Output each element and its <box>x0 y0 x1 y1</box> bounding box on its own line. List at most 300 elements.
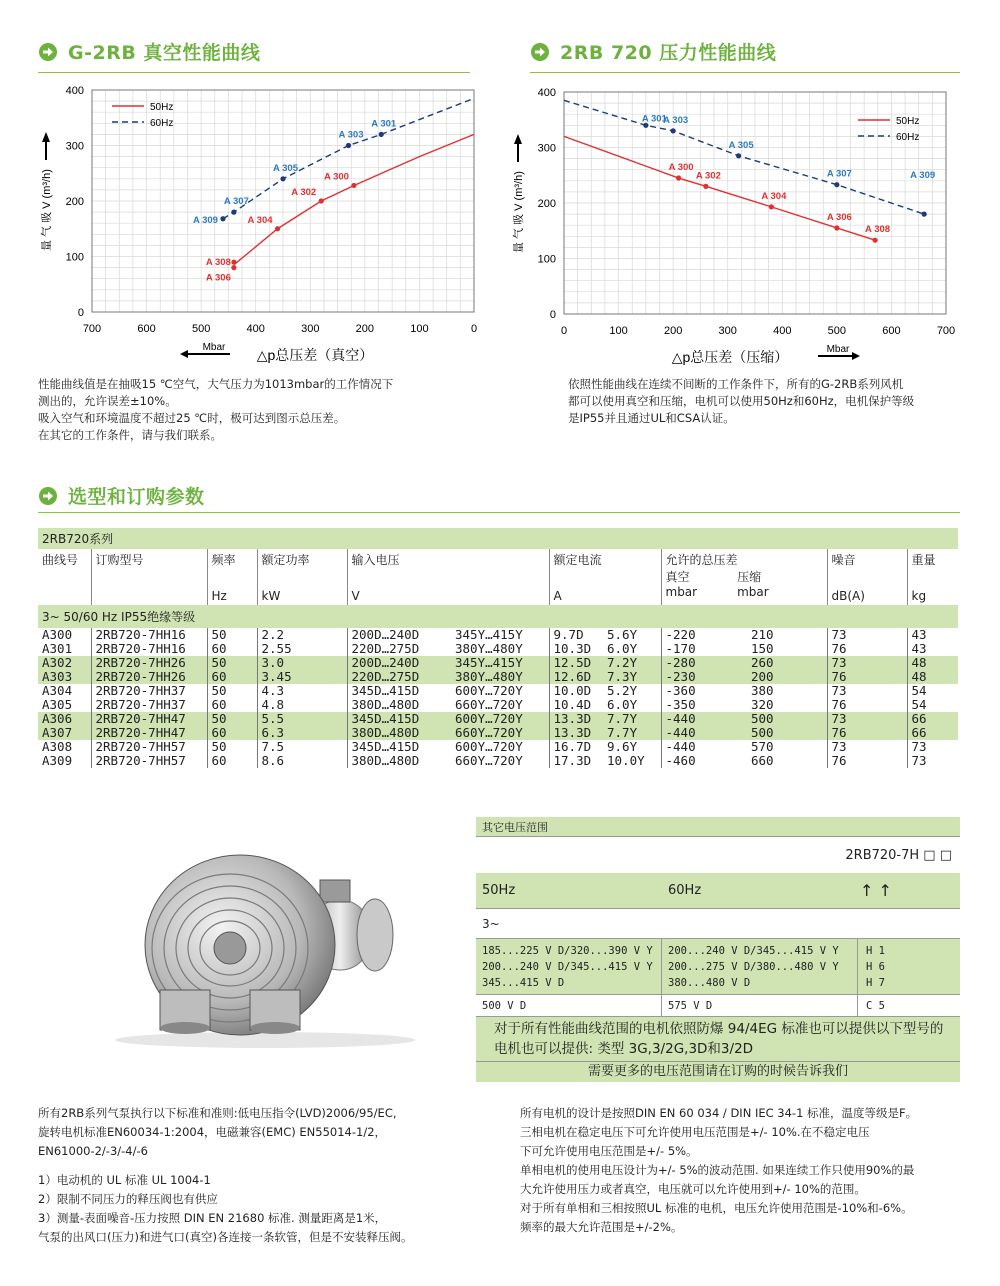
table-cell: -230 <box>661 670 747 684</box>
table-cell: 345D…415D <box>351 739 420 754</box>
header-label: 额定电流 <box>553 553 602 567</box>
table-cell: 345Y…415Y <box>451 628 549 642</box>
table-cell: 210 <box>747 628 827 642</box>
footnote-2: 2）限制不同压力的释压阀也有供应 <box>38 1192 218 1206</box>
data-point <box>834 182 839 187</box>
col-freq <box>207 549 257 605</box>
table-cell: 76 <box>827 726 907 740</box>
point-label: A 309 <box>192 214 218 226</box>
table-cell: 220D…275D <box>347 670 451 684</box>
col-curve <box>38 549 91 605</box>
table-cell: 6.3 <box>257 726 347 740</box>
table-row <box>38 656 958 670</box>
side-channel-blower-illustration <box>100 840 430 1050</box>
y-tick-label: 400 <box>65 85 84 97</box>
col-50hz <box>476 939 662 994</box>
voltage-title: 其它电压范围 <box>476 817 960 837</box>
point-label: A 304 <box>761 190 787 202</box>
col-60hz <box>662 939 858 994</box>
table-cell: 500 <box>747 712 827 726</box>
legend-label: 60Hz <box>896 132 920 143</box>
header-label: 输入电压 <box>351 553 400 567</box>
table-row <box>38 698 958 712</box>
data-point <box>351 183 356 188</box>
note-line: 吸入空气和环境温度不超过25 ℃时，极可达到图示总压差。 <box>38 411 346 425</box>
table-cell: 8.6 <box>257 754 347 768</box>
table-row <box>38 726 958 740</box>
explosion-note: 对于所有性能曲线范围的电机依照防爆 94/4EG 标准也可以提供以下型号的电机也可以提供: 类型 3G,3/2G,3D和3/2D <box>476 1017 960 1062</box>
table-cell: A305 <box>38 698 91 712</box>
header-row <box>38 549 958 605</box>
series-row <box>38 528 958 549</box>
table-cell: 660Y…720Y <box>451 698 549 712</box>
table-cell: 2RB720-7HH47 <box>91 726 207 740</box>
table-cell: 380 <box>747 684 827 698</box>
table-cell: 6.0Y <box>603 642 661 656</box>
col-weight <box>907 549 958 605</box>
voltage-freq-row <box>476 873 960 909</box>
table-cell: -440 <box>661 726 747 740</box>
freq-60-label: 60Hz <box>668 883 702 898</box>
table-cell: 2RB720-7HH26 <box>91 656 207 670</box>
footer-line: 频率的最大允许范围是+/-2%。 <box>520 1220 683 1234</box>
table-cell: 7.2Y <box>603 656 661 670</box>
y-tick-label: 200 <box>65 196 84 208</box>
voltage-575: 575 V D <box>662 995 858 1016</box>
table-cell: 13.3D <box>549 712 603 726</box>
table-cell: 2RB720-7HH16 <box>91 628 207 642</box>
table-cell: 76 <box>827 670 907 684</box>
header-label: 重量 <box>911 553 936 567</box>
table-cell: 2RB720-7HH47 <box>91 712 207 726</box>
contact-note: 需要更多的电压范围请在订购的时候告诉我们 <box>476 1062 960 1082</box>
data-point <box>379 132 384 137</box>
point-label: A 304 <box>247 214 273 226</box>
table-body <box>38 628 958 768</box>
y-tick-label: 0 <box>549 309 556 321</box>
table-cell: 10.4D <box>553 697 592 712</box>
col-power <box>257 549 347 605</box>
header-label: 曲线号 <box>42 553 79 567</box>
voltage-code: H 6 <box>866 961 885 973</box>
table-cell: 66 <box>907 712 958 726</box>
footer-line: EN61000-2/-3/-4/-6 <box>38 1144 148 1158</box>
table-cell: 60 <box>207 642 257 656</box>
y-tick-label: 100 <box>65 251 84 264</box>
note-line: 性能曲线值是在抽吸15 ℃空气，大气压力为1013mbar的工作情况下 <box>38 377 394 391</box>
table-cell: A306 <box>38 712 91 726</box>
pressure-subheader: 压缩 <box>737 570 762 584</box>
voltage-code: H 1 <box>866 945 885 957</box>
table-cell: 7.5 <box>257 740 347 754</box>
table-cell: 48 <box>907 670 958 684</box>
footer-right <box>520 1104 970 1237</box>
table-cell: 76 <box>827 698 907 712</box>
header-label: 订购型号 <box>95 553 144 567</box>
table-cell: 5.2Y <box>603 684 661 698</box>
table-cell: 2RB720-7HH37 <box>91 698 207 712</box>
point-label: A 300 <box>323 171 349 183</box>
table-cell: 73 <box>827 656 907 670</box>
unit-label: mbar <box>665 585 698 599</box>
table-cell: 200 <box>747 670 827 684</box>
table-cell: 570 <box>747 740 827 754</box>
data-point <box>671 128 676 133</box>
footnote-1: 1）电动机的 UL 标准 UL 1004-1 <box>38 1173 211 1187</box>
table-cell: 54 <box>911 683 927 698</box>
arrow-circle-icon <box>38 486 58 506</box>
point-label: A 306 <box>826 211 852 223</box>
x-tick-label: 300 <box>301 323 320 335</box>
table-cell: A308 <box>38 740 91 754</box>
table-cell: 12.5D <box>549 656 603 670</box>
pressure-chart <box>500 78 970 368</box>
table-cell: 5.6Y <box>603 628 661 642</box>
y-axis-arrowhead-icon <box>514 134 522 144</box>
point-label: A 307 <box>223 196 249 208</box>
x-tick-label: 0 <box>560 325 568 337</box>
table-cell: A304 <box>38 684 91 698</box>
footer-line: 下可允许使用电压范围是+/- 5%。 <box>520 1144 698 1158</box>
footer-line: 三相电机在稳定电压下可允许使用电压范围是+/- 10%.在不稳定电压 <box>520 1125 870 1139</box>
note-line: 测出的，允许误差±10%。 <box>38 394 177 408</box>
unit-label: dB(A) <box>831 589 865 603</box>
table-cell: 380Y…480Y <box>451 642 549 656</box>
left-chart-heading <box>38 38 260 65</box>
table-row <box>38 670 958 684</box>
footer-line: 旋转电机标准EN60034-1:2004，电磁兼容(EMC) EN55014-1/2， <box>38 1125 387 1139</box>
point-label: A 302 <box>695 170 721 182</box>
table-cell: A307 <box>38 726 91 740</box>
table-cell: -460 <box>665 753 696 768</box>
right-notes <box>568 376 968 427</box>
table-cell: 3.0 <box>257 656 347 670</box>
table-cell: 60 <box>207 726 257 740</box>
y-tick-label: 300 <box>537 142 556 155</box>
table-cell: 660 <box>747 754 827 768</box>
table-cell: 2RB720-7HH57 <box>91 754 207 768</box>
table-cell: 50 <box>207 712 257 726</box>
unit-label: V <box>351 589 360 603</box>
voltage-options-row <box>476 939 960 995</box>
note-line: 是IP55并且通过UL和CSA认证。 <box>568 411 735 425</box>
legend-label: 50Hz <box>896 116 920 127</box>
x-tick-label: 100 <box>410 323 429 335</box>
table-cell: 345Y…415Y <box>451 656 549 670</box>
table-cell: 4.3 <box>257 684 347 698</box>
table-cell: -280 <box>661 656 747 670</box>
x-unit-label: Mbar <box>826 344 850 355</box>
col-noise <box>827 549 907 605</box>
y-axis-arrowhead-icon <box>42 132 50 142</box>
voltage-option: 380...480 V D <box>668 977 751 989</box>
point-label: A 301 <box>371 118 397 130</box>
table-cell: 200D…240D <box>351 627 420 642</box>
table-cell: 50 <box>207 684 257 698</box>
table-cell: 60 <box>207 698 257 712</box>
table-row <box>38 642 958 656</box>
series-line-60Hz <box>564 100 924 214</box>
x-tick-label: 400 <box>246 323 265 335</box>
selection-heading <box>38 482 205 509</box>
vacuum-chart-svg <box>30 78 490 368</box>
left-chart-title: G-2RB 真空性能曲线 <box>68 42 261 64</box>
x-tick-label: 200 <box>663 325 683 337</box>
unit-label: A <box>553 589 562 603</box>
x-tick-label: 600 <box>882 325 901 337</box>
y-tick-label: 0 <box>77 307 84 319</box>
x-tick-label: 700 <box>82 323 102 335</box>
table-cell: 10.0Y <box>603 754 661 768</box>
table-cell: -440 <box>665 739 696 754</box>
col-pressure-diff <box>661 549 827 605</box>
x-unit-label: Mbar <box>202 342 226 353</box>
point-label: A 302 <box>291 187 317 198</box>
data-point <box>275 226 280 231</box>
phase-label: 3~ <box>476 909 960 939</box>
point-label: A 301 <box>641 113 667 125</box>
table-cell: 73 <box>827 712 907 726</box>
table-cell: 50 <box>207 628 257 642</box>
header-label: 频率 <box>211 553 236 567</box>
x-tick-label: 400 <box>773 325 792 337</box>
data-point <box>736 153 741 158</box>
col-model <box>91 549 207 605</box>
note-line: 依照性能曲线在连续不间断的工作条件下，所有的G-2RB系列风机 <box>568 377 904 391</box>
table-cell: 17.3D <box>553 753 592 768</box>
table-cell: 76 <box>827 642 907 656</box>
table-cell: 73 <box>827 628 907 642</box>
x-axis-label: △p总压差（压缩） <box>671 349 789 365</box>
table-cell: 2RB720-7HH16 <box>91 642 207 656</box>
point-label: A 309 <box>910 170 936 182</box>
data-point <box>319 198 324 203</box>
table-cell: -440 <box>661 712 747 726</box>
x-tick-label: 200 <box>355 323 375 335</box>
data-point <box>676 175 681 180</box>
data-point <box>834 225 839 230</box>
table-cell: 12.6D <box>549 670 603 684</box>
table-cell: 43 <box>911 627 927 642</box>
table-cell: 500 <box>747 726 827 740</box>
table-cell: 220D…275D <box>351 641 420 656</box>
table-cell: A301 <box>38 642 91 656</box>
y-axis-label: 量 气 吸 V (m³/h) <box>41 169 53 251</box>
voltage-code-c5: C 5 <box>866 999 885 1012</box>
x-tick-label: 500 <box>191 323 211 335</box>
selection-title: 选型和订购参数 <box>68 486 205 508</box>
point-label: A 303 <box>338 129 364 141</box>
table-cell: 54 <box>911 697 927 712</box>
y-tick-label: 200 <box>537 198 556 210</box>
voltage-option: 200...275 V D/380...480 V Y <box>668 961 839 973</box>
series-line-50Hz <box>564 136 875 240</box>
table-cell: 73 <box>911 739 927 754</box>
legend-label: 50Hz <box>150 102 174 113</box>
footer-line: 单相电机的使用电压设计为+/- 5%的波动范围. 如果连续工作只使用90%的最 <box>520 1163 915 1177</box>
table-cell: 9.7D <box>553 627 584 642</box>
selection-heading-rule <box>38 512 960 513</box>
table-cell: 50 <box>207 740 257 754</box>
unit-label: kg <box>911 589 927 603</box>
x-axis-label: △p总压差（真空） <box>256 347 374 363</box>
voltage-range-table <box>476 817 960 1082</box>
table-cell: 380Y…480Y <box>451 670 549 684</box>
voltage-option: 200...240 V D/345...415 V Y <box>668 945 839 957</box>
x-axis-arrowhead-icon <box>180 350 188 358</box>
arrow-circle-icon <box>38 42 58 62</box>
table-cell: 2RB720-7HH37 <box>91 684 207 698</box>
header-label: 允许的总压差 <box>665 553 738 567</box>
footer-line: 所有电机的设计是按照DIN EN 60 034 / DIN IEC 34-1 标准，温度等级是F。 <box>520 1106 918 1120</box>
table-cell: 345D…415D <box>347 712 451 726</box>
point-label: A 303 <box>663 114 689 126</box>
arrow-circle-icon <box>530 42 550 62</box>
table-cell: 76 <box>827 754 907 768</box>
voltage-option: 200...240 V D/345...415 V Y <box>482 961 653 973</box>
point-label: A 305 <box>728 139 754 151</box>
table-cell: 9.6Y <box>603 740 661 754</box>
footer-line: 大允许使用压力或者真空，电压就可以允许使用到+/- 10%的范围。 <box>520 1182 866 1196</box>
table-row <box>38 712 958 726</box>
data-point <box>220 216 225 221</box>
table-cell: 150 <box>747 642 827 656</box>
group-label: 3~ 50/60 Hz IP55绝缘等级 <box>38 605 958 628</box>
table-cell: 16.7D <box>553 739 592 754</box>
header-label: 噪音 <box>831 553 856 567</box>
x-tick-label: 600 <box>137 323 156 335</box>
footer-line: 对于所有单相和三相按照UL 标准的电机，电压允许使用范围是-10%和-6%。 <box>520 1201 913 1215</box>
footnote-3-cont: 气泵的出风口(压力)和进气口(真空)各连接一条软管，但是不安装释压阀。 <box>38 1230 413 1244</box>
table-row <box>38 740 958 754</box>
point-label: A 308 <box>865 224 891 236</box>
series-name: 2RB720系列 <box>38 528 958 549</box>
right-chart-heading <box>530 38 776 65</box>
table-cell: 660Y…720Y <box>451 754 549 768</box>
table-cell: 600Y…720Y <box>451 740 549 754</box>
table-cell: 600Y…720Y <box>451 712 549 726</box>
table-cell: 60 <box>207 670 257 684</box>
point-label: A 306 <box>205 272 231 284</box>
data-point <box>703 184 708 189</box>
table-cell: -170 <box>665 641 696 656</box>
y-axis-label: 量 气 吸 V (m³/h) <box>513 171 525 253</box>
table-cell: -220 <box>665 627 696 642</box>
y-tick-label: 400 <box>537 87 556 99</box>
table-cell: 6.0Y <box>603 698 661 712</box>
table-cell: A302 <box>38 656 91 670</box>
data-point <box>922 212 927 217</box>
footer-spacer <box>38 1161 478 1171</box>
table-cell: 10.0D <box>553 683 592 698</box>
header-label: 额定功率 <box>261 553 310 567</box>
table-row <box>38 628 958 642</box>
voltage-500: 500 V D <box>476 995 662 1016</box>
data-point <box>346 143 351 148</box>
table-cell: 2RB720-7HH57 <box>91 740 207 754</box>
table-cell: 50 <box>207 656 257 670</box>
table-cell: 5.5 <box>257 712 347 726</box>
unit-label: mbar <box>737 585 769 599</box>
table-cell: 660Y…720Y <box>451 726 549 740</box>
table-cell: 345D…415D <box>351 683 420 698</box>
data-point <box>769 204 774 209</box>
x-axis-arrowhead-icon <box>852 352 860 360</box>
y-tick-label: 300 <box>65 140 84 153</box>
table-cell: 380D…480D <box>351 753 420 768</box>
table-cell: 60 <box>207 754 257 768</box>
table-cell: 73 <box>827 740 907 754</box>
table-cell: 2.2 <box>257 628 347 642</box>
table-cell: -360 <box>665 683 696 698</box>
point-label: A 307 <box>826 168 852 180</box>
x-tick-label: 300 <box>718 325 737 337</box>
table-cell: 73 <box>827 684 907 698</box>
group-row <box>38 605 958 628</box>
data-point <box>280 176 285 181</box>
table-cell: -350 <box>665 697 696 712</box>
table-cell: 13.3D <box>549 726 603 740</box>
point-label: A 308 <box>205 257 231 269</box>
table-cell: 43 <box>911 641 927 656</box>
footer-left <box>38 1104 478 1247</box>
table-row <box>38 754 958 768</box>
voltage-option: 185...225 V D/320...390 V Y <box>482 945 653 957</box>
voltage-option: 345...415 V D <box>482 977 565 989</box>
selection-table <box>38 528 958 768</box>
note-line: 都可以使用真空和压缩，电机可以使用50Hz和60Hz，电机保护等级 <box>568 394 915 408</box>
right-heading-rule <box>530 72 960 73</box>
table-cell: 380D…480D <box>347 726 451 740</box>
footer-line: 所有2RB系列气泵执行以下标准和准则:低电压指令(LVD)2006/95/EC, <box>38 1106 397 1120</box>
unit-label: Hz <box>211 589 227 603</box>
voltage-500-row <box>476 995 960 1017</box>
legend-label: 60Hz <box>150 118 174 129</box>
x-tick-label: 0 <box>470 323 478 335</box>
table-cell: 320 <box>747 698 827 712</box>
col-current <box>549 549 661 605</box>
table-cell: 3.45 <box>257 670 347 684</box>
unit-label: kW <box>261 589 281 603</box>
table-cell: 2RB720-7HH26 <box>91 670 207 684</box>
vacuum-subheader: 真空 <box>665 570 690 584</box>
col-code <box>858 939 960 994</box>
table-cell: 48 <box>907 656 958 670</box>
table-cell: 73 <box>911 753 927 768</box>
point-label: A 300 <box>668 162 694 174</box>
table-cell: 4.8 <box>257 698 347 712</box>
x-tick-label: 100 <box>609 325 628 337</box>
table-cell: 260 <box>747 656 827 670</box>
x-tick-label: 700 <box>936 325 956 337</box>
vacuum-chart <box>30 78 490 368</box>
table-cell: 600Y…720Y <box>451 684 549 698</box>
table-cell: A300 <box>38 628 91 642</box>
table-cell: 200D…240D <box>347 656 451 670</box>
data-point <box>231 265 236 270</box>
table-cell: 380D…480D <box>351 697 420 712</box>
voltage-model: 2RB720-7H □ □ <box>845 847 952 863</box>
table-cell: A303 <box>38 670 91 684</box>
data-point <box>872 238 877 243</box>
left-notes <box>38 376 478 444</box>
footnote-3: 3）测量-表面噪音-压力按照 DIN EN 21680 标准. 测量距离是1米， <box>38 1211 387 1225</box>
data-point <box>231 259 236 264</box>
point-label: A 305 <box>273 162 298 174</box>
freq-50-label: 50Hz <box>482 883 516 898</box>
col-voltage <box>347 549 549 605</box>
blower-product-image <box>100 840 430 1050</box>
